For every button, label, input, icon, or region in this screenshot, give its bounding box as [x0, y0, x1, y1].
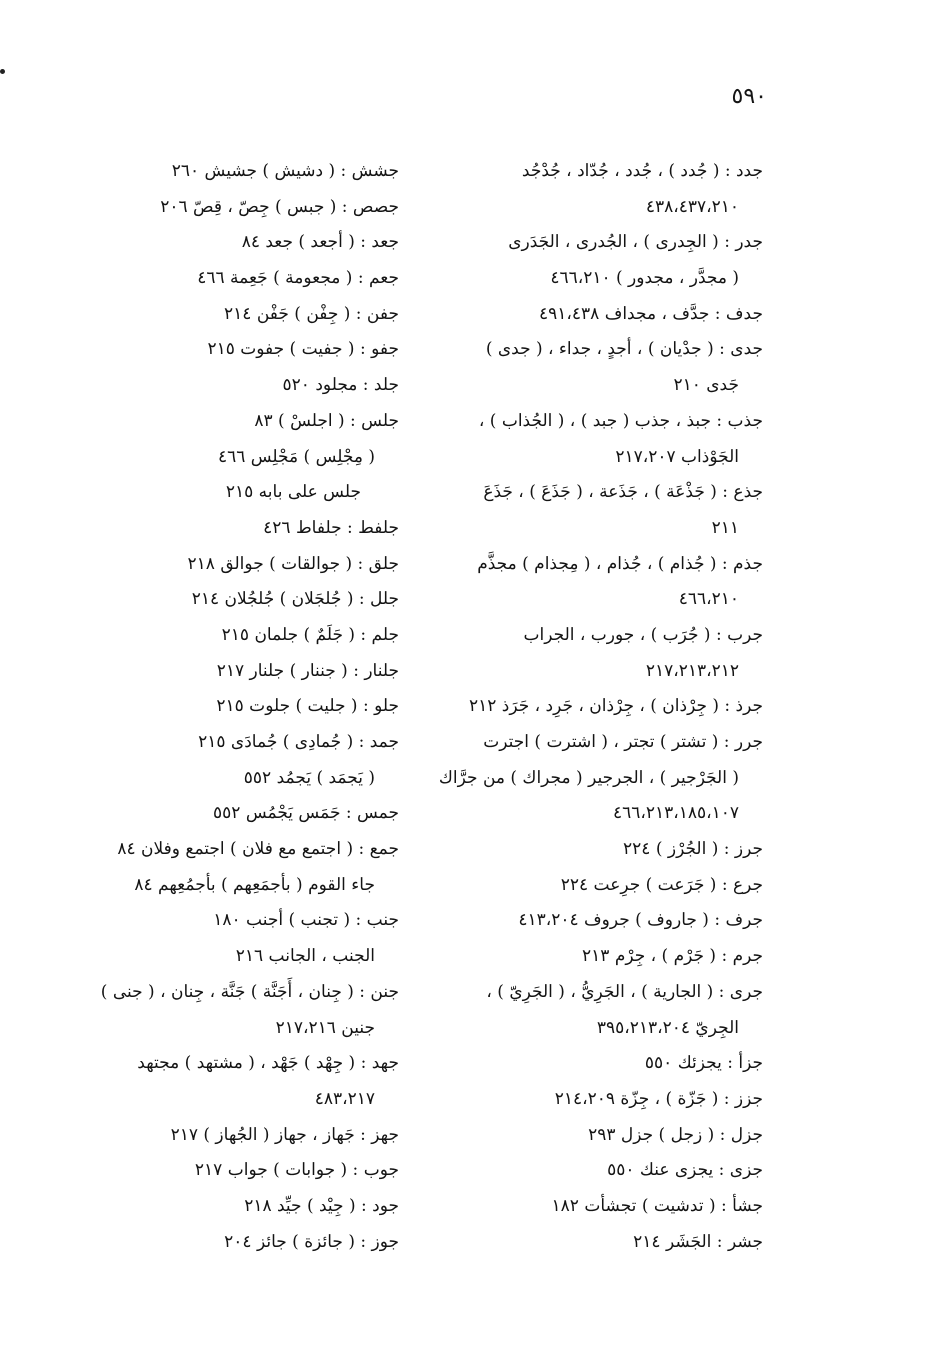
index-entry-line: جرم : ( جَرْم ) ، جِرْم ٢١٣ — [582, 946, 763, 967]
index-entry-line: جلق : ( جوالقات ) جوالق ٢١٨ — [187, 553, 399, 574]
index-entry-line: جذم : ( جُذام ) ، جُذام ، ( مِجذام ) مجذَّم — [477, 553, 763, 574]
index-entry-line: ٤٦٦،٢١٣،١٨٥،١٠٧ — [612, 803, 739, 824]
index-entry-line: جرز : ( الجُرْز ) ٢٢٤ — [623, 839, 763, 860]
index-entry-line: جلو : ( جليت ) جلوت ٢١٥ — [216, 696, 399, 717]
index-entry-line: جفن : ( جِفْن ) جَفْن ٢١٤ — [224, 303, 399, 324]
index-entry-line: ( يَجمَد ) يَجمُد ٥٥٢ — [243, 767, 375, 788]
index-entry-line: جدى : ( جدْيان ) ، أجدٍ ، جداء ، ( جدى ) — [485, 339, 763, 360]
index-entry-line: جزى : يجزى عنك ٥٥٠ — [607, 1160, 763, 1181]
index-entry-line: جرذ : ( جِرْذان ) ، جِرْذان ، جَرِد ، جَرَذ ٢١٢ — [468, 696, 763, 717]
index-entry-line: ٤٨٣،٢١٧ — [314, 1088, 375, 1109]
index-entry-line: جشش : ( دشيش ) جشيش ٢٦٠ — [171, 161, 399, 181]
index-entry-line: جنن : ( جِنان ، أَجَنَّة ) جَنَّة ، جِنان ، ( جنى ) — [100, 981, 399, 1002]
index-entry-line: جوز : ( جائزة ) جائز ٢٠٤ — [224, 1231, 399, 1252]
index-entry-line: جمد : ( جُمادِى ) جُمادَى ٢١٥ — [198, 732, 399, 752]
index-entry-line: جلنار : ( جننار ) جلنار ٢١٧ — [216, 660, 399, 681]
index-entry-line: جلل : ( جُلجَلان ) جُلجُلان ٢١٤ — [191, 589, 399, 610]
index-entry-line: جفو : ( جفيت ) جفوت ٢١٥ — [207, 339, 399, 360]
index-entry-line: جدر : ( الجِدرى ) ، الجُدرى ، الجَدَرى — [508, 232, 763, 253]
index-entry-line: جنب : ( تجنب ) أجنب ١٨٠ — [213, 910, 399, 931]
index-entry-line: جذب : جبذ ، جذب ( جبد ) ، ( الجُذاب ) ، — [478, 410, 763, 431]
margin-dot — [0, 69, 5, 74]
index-entry-line: جرب : ( جُرَب ) ، جورب ، الجراب — [523, 624, 763, 645]
index-entry-line: جصص : ( جبس ) جِصّ ، قِصّ ٢٠٦ — [160, 196, 399, 217]
index-entry-line: ٤٣٨،٤٣٧،٢١٠ — [645, 196, 739, 217]
index-entry-line: جزأ : يجزئك ٥٥٠ — [644, 1053, 763, 1074]
index-entry-line: جلس : ( اجلسْ ) ٨٣ — [254, 410, 399, 431]
index-entry-line: جنين ٢١٧،٢١٦ — [275, 1017, 375, 1038]
index-entry-line: جوب : ( جوابات ) جواب ٢١٧ — [194, 1160, 399, 1181]
index-entry-line: جدف : جدَّف ، مجداف ٤٩١،٤٣٨ — [539, 303, 763, 324]
index-entry-line: جزل : ( زجل ) جزل ٢٩٣ — [588, 1124, 763, 1145]
index-entry-line: الجِريّ ٣٩٥،٢١٣،٢٠٤ — [596, 1017, 739, 1038]
index-entry-line: جهز : جَهاز ، جهاز ( الجُهاز ) ٢١٧ — [170, 1124, 399, 1145]
index-entry-line: جود : ( جِيْد ) جيِّد ٢١٨ — [244, 1195, 399, 1216]
index-entry-line: جمع : ( اجتمع مع فلان ) اجتمع وفلان ٨٤ — [117, 839, 399, 860]
index-entry-line: ( مِجْلِس ) مَجْلِس ٤٦٦ — [217, 446, 375, 467]
index-entry-line: جعم : ( مجعومة ) جَعِمة ٤٦٦ — [197, 268, 399, 289]
index-entry-line: جلم : ( جَلَمٌ ) جلمان ٢١٥ — [221, 624, 399, 645]
index-entry-line: جدد : ( جُدد ) ، جُدد ، جُدّاد ، جُدْجُد — [521, 161, 763, 181]
index-entry-line: جشر : الجَشَر ٢١٤ — [633, 1231, 763, 1252]
index-entry-line: جلس على بابه ٢١٥ — [225, 482, 361, 503]
index-entry-line: ٤٦٦،٢١٠ — [678, 589, 739, 610]
index-column-right — [423, 154, 763, 1260]
index-entry-line: جرر : ( تشتر ) تجتر ، ( اشترت ) اجترت — [483, 732, 763, 752]
index-entry-line: ( مجدَّر ، مجدور ) ٤٦٦،٢١٠ — [550, 268, 739, 289]
index-entry-line: جعد : ( أجعد ) جعد ٨٤ — [241, 232, 399, 253]
index-entry-line: الجنب ، الجانب ٢١٦ — [235, 946, 375, 967]
index-entry-line: جرى : ( الجارية ) ، الجَرِيُّ ، ( الجَرِيّ ) ، — [486, 981, 763, 1002]
index-entry-line: جرع : ( جَرَعت ) جرِعت ٢٢٤ — [560, 874, 763, 895]
index-entry-line: جذع : ( جَذْعَة ) ، جَذَعة ، ( جَذَعَ ) ، جَذَعَ — [483, 482, 763, 503]
index-entry-line: جهد : ( جِهْد ) جَهْد ، ( مشتهد ) مجتهد — [137, 1053, 399, 1074]
index-entry-line: ( الجَرْجير ) ، الجرجير ( مجراك ) من جرَّاك — [438, 767, 739, 788]
index-entry-line: جاء القوم ( بأجمَعِهم ) بأجمُعِهم ٨٤ — [134, 874, 375, 895]
index-entry-line: جزز : ( جَزّة ) ، جِزّة ٢١٤،٢٠٩ — [554, 1088, 763, 1109]
page-number: ٥٩٠ — [731, 84, 767, 109]
index-entry-line: ٢١٧،٢١٣،٢١٢ — [645, 660, 739, 681]
index-entry-line: جلفط : جلفاط ٤٢٦ — [263, 517, 399, 538]
index-entry-line: جمس : جَمَس يَجْمُس ٥٥٢ — [213, 803, 399, 824]
index-entry-line: جلد : مجلود ٥٢٠ — [282, 375, 399, 396]
index-column-left — [100, 154, 399, 1260]
index-entry-line: جرف : ( جاروف ) جروف ٤١٣،٢٠٤ — [518, 910, 763, 931]
index-entry-line: ٢١١ — [711, 517, 739, 538]
index-entry-line: جشأ : ( تدشيت ) تجشأت ١٨٢ — [551, 1195, 763, 1216]
index-entry-line: الجَوْذاب ٢١٧،٢٠٧ — [615, 446, 739, 467]
index-entry-line: جَدى ٢١٠ — [673, 375, 739, 396]
